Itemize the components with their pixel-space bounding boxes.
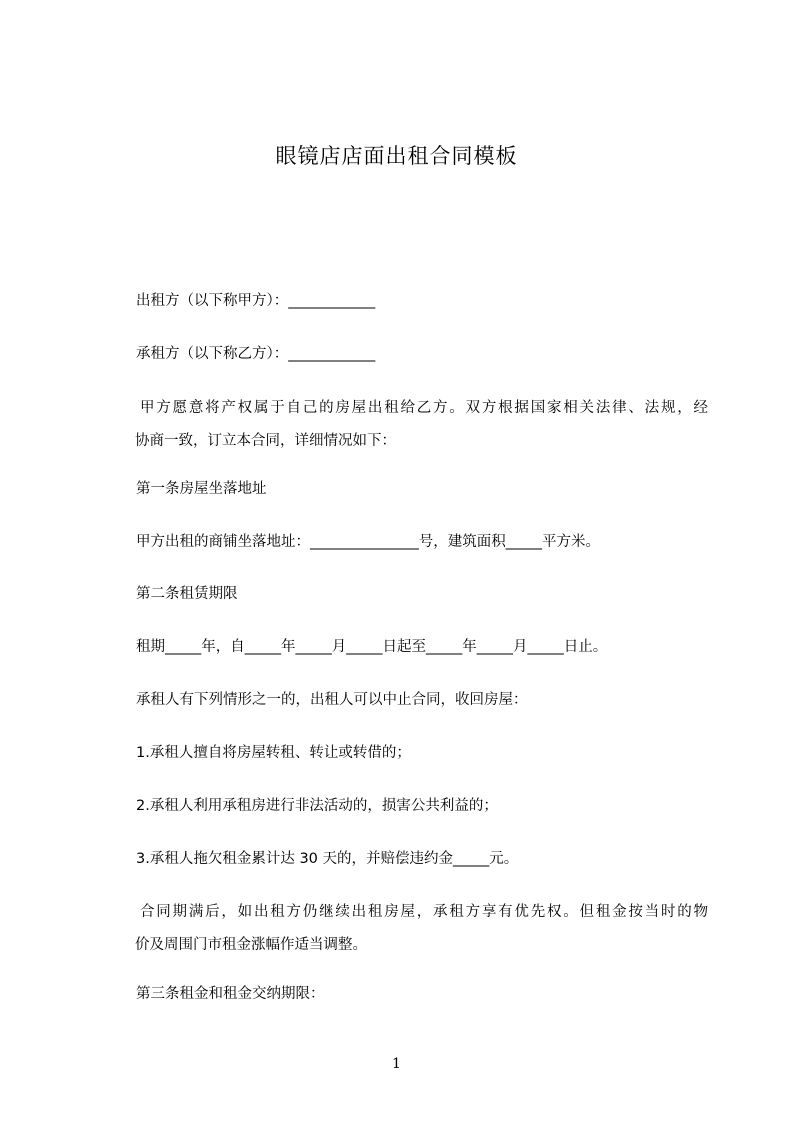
intro-line-2: 协商一致，订立本合同，详细情况如下： <box>135 433 396 449</box>
termination-item-3: 3.承租人拖欠租金累计达 30 天的，并赔偿违约金_____元。 <box>136 851 519 867</box>
intro-line-1: 甲方愿意将产权属于自己的房屋出租给乙方。双方根据国家相关法律、法规，经 <box>140 400 708 416</box>
intro-paragraph <box>136 392 708 458</box>
termination-item-1: 1.承租人擅自将房屋转租、转让或转借的； <box>136 745 411 761</box>
article2-heading: 第二条租赁期限 <box>136 586 238 602</box>
article2-term: 租期_____年，自_____年_____月_____日起至_____年_____月_____日止。 <box>136 639 608 655</box>
article3-heading: 第三条租金和租金交纳期限： <box>136 986 325 1002</box>
renewal-line-2: 价及周围门市租金涨幅作适当调整。 <box>135 937 367 953</box>
document-title: 眼镜店店面出租合同模板 <box>275 144 518 168</box>
article1-heading: 第一条房屋坐落地址 <box>136 481 267 497</box>
termination-intro: 承租人有下列情形之一的，出租人可以中止合同，收回房屋： <box>136 692 528 708</box>
termination-item-2: 2.承租人利用承租房进行非法活动的，损害公共利益的； <box>136 798 498 814</box>
renewal-paragraph <box>136 896 708 962</box>
lessor-line: 出租方（以下称甲方）：____________ <box>136 293 376 309</box>
lessee-line: 承租方（以下称乙方）：____________ <box>136 346 376 362</box>
page-number: 1 <box>392 1056 401 1072</box>
renewal-line-1: 合同期满后，如出租方仍继续出租房屋，承租方享有优先权。但租金按当时的物 <box>140 904 708 920</box>
article1-text: 甲方出租的商铺坐落地址：_______________号，建筑面积_____平方米。 <box>136 534 600 550</box>
